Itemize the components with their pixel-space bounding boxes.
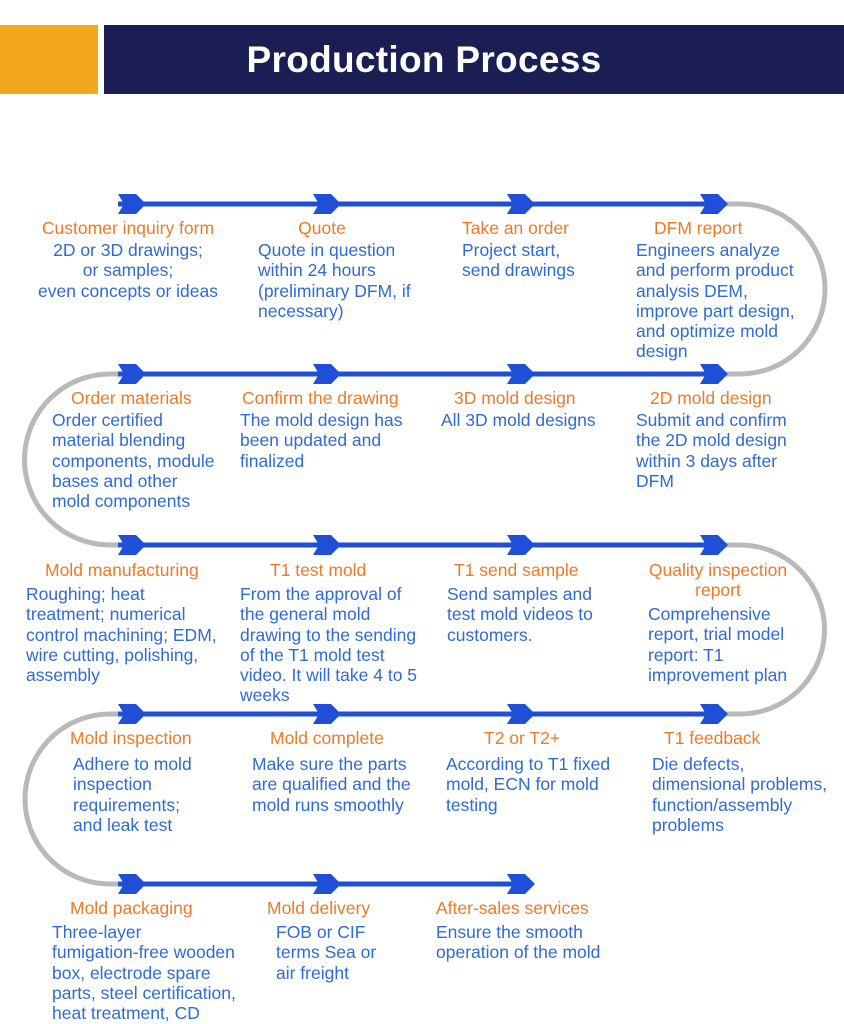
step-title-customer-inquiry: Customer inquiry form (41, 218, 215, 238)
step-title-t1-test-mold: T1 test mold (270, 560, 367, 580)
step-desc-after-sales: Ensure the smooth operation of the mold (436, 922, 601, 963)
step-desc-t1-test-mold: From the approval of the general mold drawing to the sending of the T1 mold test video. It will take 4 to 5 weeks (240, 584, 418, 706)
step-title-mold-packaging: Mold packaging (70, 898, 193, 918)
step-title-t2-or-t2plus: T2 or T2+ (484, 728, 561, 748)
step-title-quality-inspection: Quality inspection report (648, 560, 788, 600)
step-desc-t1-send-sample: Send samples and test mold videos to customers. (447, 584, 593, 645)
step-desc-mold-complete: Make sure the parts are qualified and the mold runs smoothly (252, 754, 411, 815)
step-desc-t1-feedback: Die defects, dimensional problems, function/assembly problems (652, 754, 828, 835)
step-desc-mold-inspection: Adhere to mold inspection requirements; and leak test (73, 754, 192, 835)
step-title-quote: Quote (298, 218, 346, 238)
step-title-dfm-report: DFM report (654, 218, 743, 238)
step-desc-order-materials: Order certified material blending components, module bases and other mold components (52, 410, 215, 512)
step-desc-mold-packaging: Three-layer fumigation-free wooden box, electrode spare parts, steel certification, heat treatment, CD (52, 922, 236, 1024)
step-desc-2d-mold-design: Submit and confirm the 2D mold design within 3 days after DFM (636, 410, 787, 491)
step-title-2d-mold-design: 2D mold design (650, 388, 772, 408)
step-desc-quote: Quote in question within 24 hours (preliminary DFM, if necessary) (258, 240, 411, 321)
step-desc-confirm-drawing: The mold design has been updated and finalized (240, 410, 403, 471)
step-title-take-order: Take an order (462, 218, 570, 238)
step-desc-customer-inquiry: 2D or 3D drawings; or samples; even concepts or ideas (38, 240, 218, 301)
step-title-order-materials: Order materials (71, 388, 192, 408)
step-desc-3d-mold-design: All 3D mold designs (441, 410, 596, 430)
step-desc-mold-manufacturing: Roughing; heat treatment; numerical control machining; EDM, wire cutting, polishing, assembly (26, 584, 217, 686)
step-desc-quality-inspection: Comprehensive report, trial model report: T1 improvement plan (648, 604, 788, 685)
step-title-mold-complete: Mold complete (270, 728, 384, 748)
step-desc-t2-or-t2plus: According to T1 fixed mold, ECN for mold testing (446, 754, 611, 815)
step-title-t1-feedback: T1 feedback (664, 728, 761, 748)
step-desc-mold-delivery: FOB or CIF terms Sea or air freight (276, 922, 377, 983)
page-title: Production Process (246, 39, 602, 80)
step-title-mold-manufacturing: Mold manufacturing (45, 560, 199, 580)
step-desc-dfm-report: Engineers analyze and perform product analysis DEM, improve part design, and optimize mold design (636, 240, 795, 362)
step-desc-take-order: Project start, send drawings (462, 240, 575, 281)
step-title-mold-inspection: Mold inspection (70, 728, 192, 748)
step-title-confirm-drawing: Confirm the drawing (242, 388, 399, 408)
step-title-after-sales: After-sales services (436, 898, 589, 918)
step-title-t1-send-sample: T1 send sample (454, 560, 579, 580)
step-title-3d-mold-design: 3D mold design (454, 388, 576, 408)
step-title-mold-delivery: Mold delivery (267, 898, 371, 918)
